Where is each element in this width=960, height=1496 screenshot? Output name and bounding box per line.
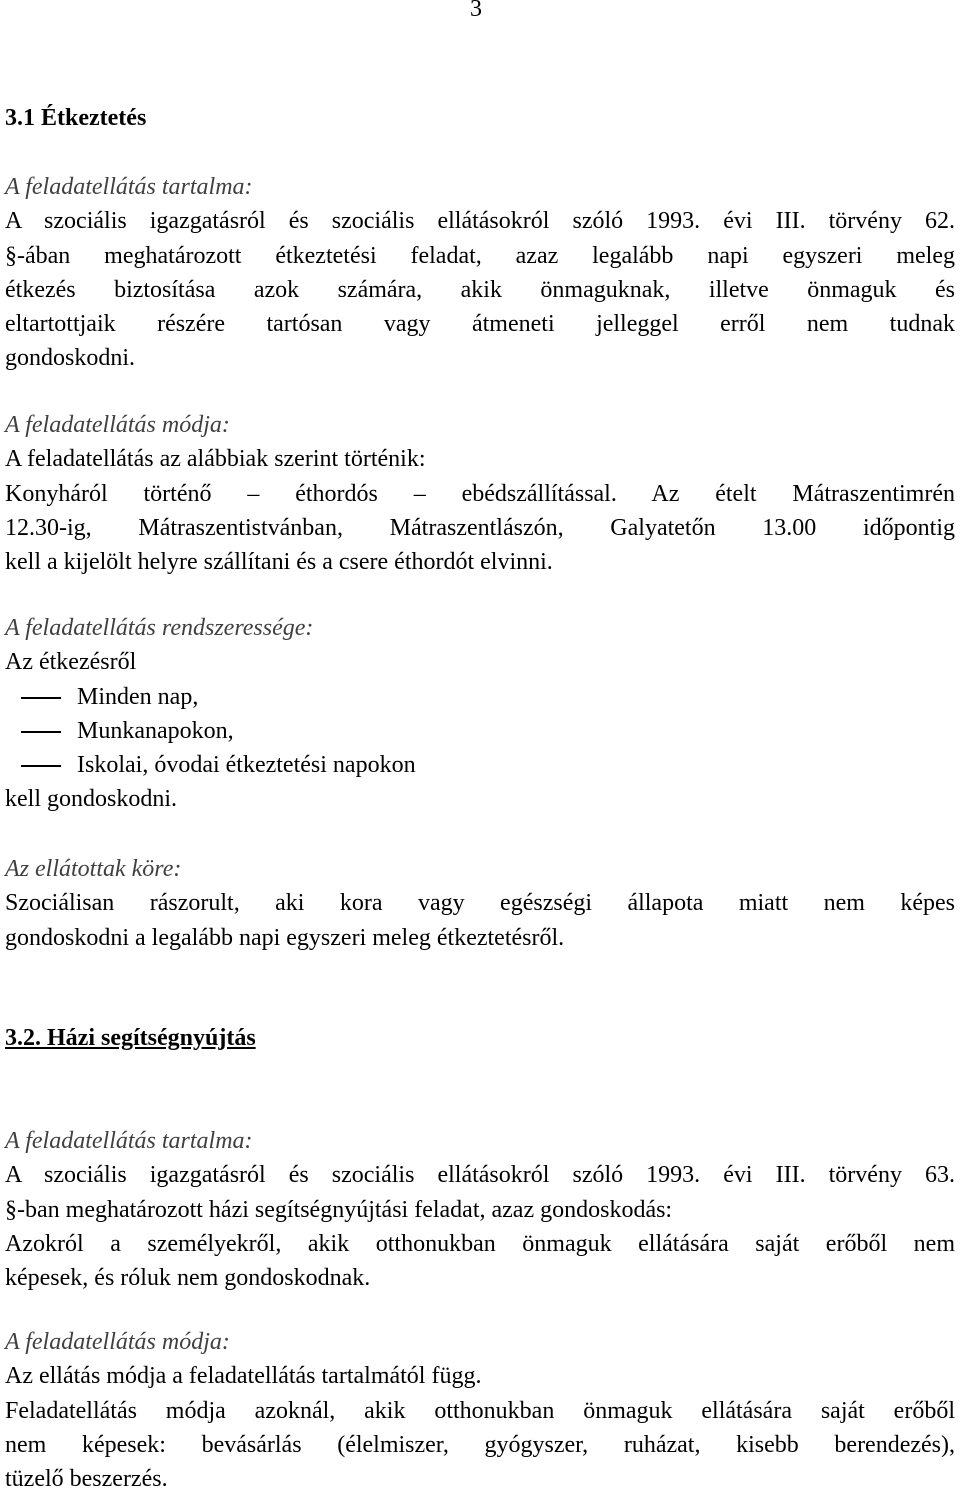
paragraph-line: nem képesek: bevásárlás (élelmiszer, gyógyszer, ruházat, kisebb berendezés), (5, 1431, 955, 1458)
paragraph-line: képesek, és róluk nem gondoskodnak. (5, 1265, 371, 1292)
paragraph-line: Feladatellátás módja azoknál, akik otthonukban önmaguk ellátására saját erőből (5, 1397, 955, 1424)
paragraph-line: §-ban meghatározott házi segítségnyújtási feladat, azaz gondoskodás: (5, 1196, 673, 1223)
method-label: A feladatellátás módja: (5, 412, 230, 438)
paragraph-line: A szociális igazgatásról és szociális ellátásokról szóló 1993. évi III. törvény 63. (5, 1162, 955, 1189)
paragraph-line: Az ellátás módja a feladatellátás tartalmától függ. (5, 1363, 482, 1390)
paragraph-line: gondoskodni a legalább napi egyszeri meleg étkeztetésről. (5, 924, 565, 951)
paragraph-line: eltartottjaik részére tartósan vagy átmeneti jelleggel erről nem tudnak (5, 311, 955, 338)
paragraph-line: étkezés biztosítása azok számára, akik önmaguknak, illetve önmaguk és (5, 276, 955, 303)
paragraph-line: Konyháról történő – éthordós – ebédszállítással. Az ételt Mátraszentimrén (5, 480, 955, 507)
recipients-label: Az ellátottak köre: (5, 856, 182, 882)
paragraph-line: Szociálisan rászorult, aki kora vagy egészségi állapota miatt nem képes (5, 890, 955, 917)
section-title-hazi-segitsegnyujtas: 3.2. Házi segítségnyújtás (5, 1025, 256, 1051)
content-label: A feladatellátás tartalma: (5, 1128, 253, 1154)
section2-content-block (5, 1124, 955, 1295)
list-item: Munkanapokon, (5, 714, 955, 748)
paragraph-line: Azokról a személyekről, akik otthonukban önmaguk ellátására saját erőből nem (5, 1230, 955, 1257)
section-title-etkeztetes: 3.1 Étkeztetés (5, 105, 147, 131)
regularity-label: A feladatellátás rendszeressége: (5, 615, 314, 641)
paragraph-line: A szociális igazgatásról és szociális ellátásokról szóló 1993. évi III. törvény 62. (5, 208, 955, 235)
section2-method-block (5, 1325, 955, 1496)
paragraph-line: kell a kijelölt helyre szállítani és a csere éthordót elvinni. (5, 549, 553, 576)
regularity-intro: Az étkezésről (5, 649, 137, 676)
paragraph-line: tüzelő beszerzés. (5, 1466, 168, 1493)
regularity-outro: kell gondoskodni. (5, 786, 177, 813)
paragraph-line: 12.30-ig, Mátraszentistvánban, Mátraszentlászón, Galyatetőn 13.00 időpontig (5, 514, 955, 541)
content-label: A feladatellátás tartalma: (5, 174, 253, 200)
page-number: 3 (470, 0, 482, 22)
paragraph-line: A feladatellátás az alábbiak szerint történik: (5, 446, 426, 473)
list-item: Iskolai, óvodai étkeztetési napokon (5, 748, 955, 782)
method-label: A feladatellátás módja: (5, 1329, 230, 1355)
paragraph-line: gondoskodni. (5, 345, 136, 372)
section1-regularity-block (5, 611, 955, 817)
paragraph-line: §-ában meghatározott étkeztetési feladat, azaz legalább napi egyszeri meleg (5, 242, 955, 269)
section1-content-block (5, 170, 955, 376)
section1-recipients-block (5, 852, 955, 955)
section1-method-block (5, 408, 955, 579)
list-item: Minden nap, (5, 680, 955, 714)
